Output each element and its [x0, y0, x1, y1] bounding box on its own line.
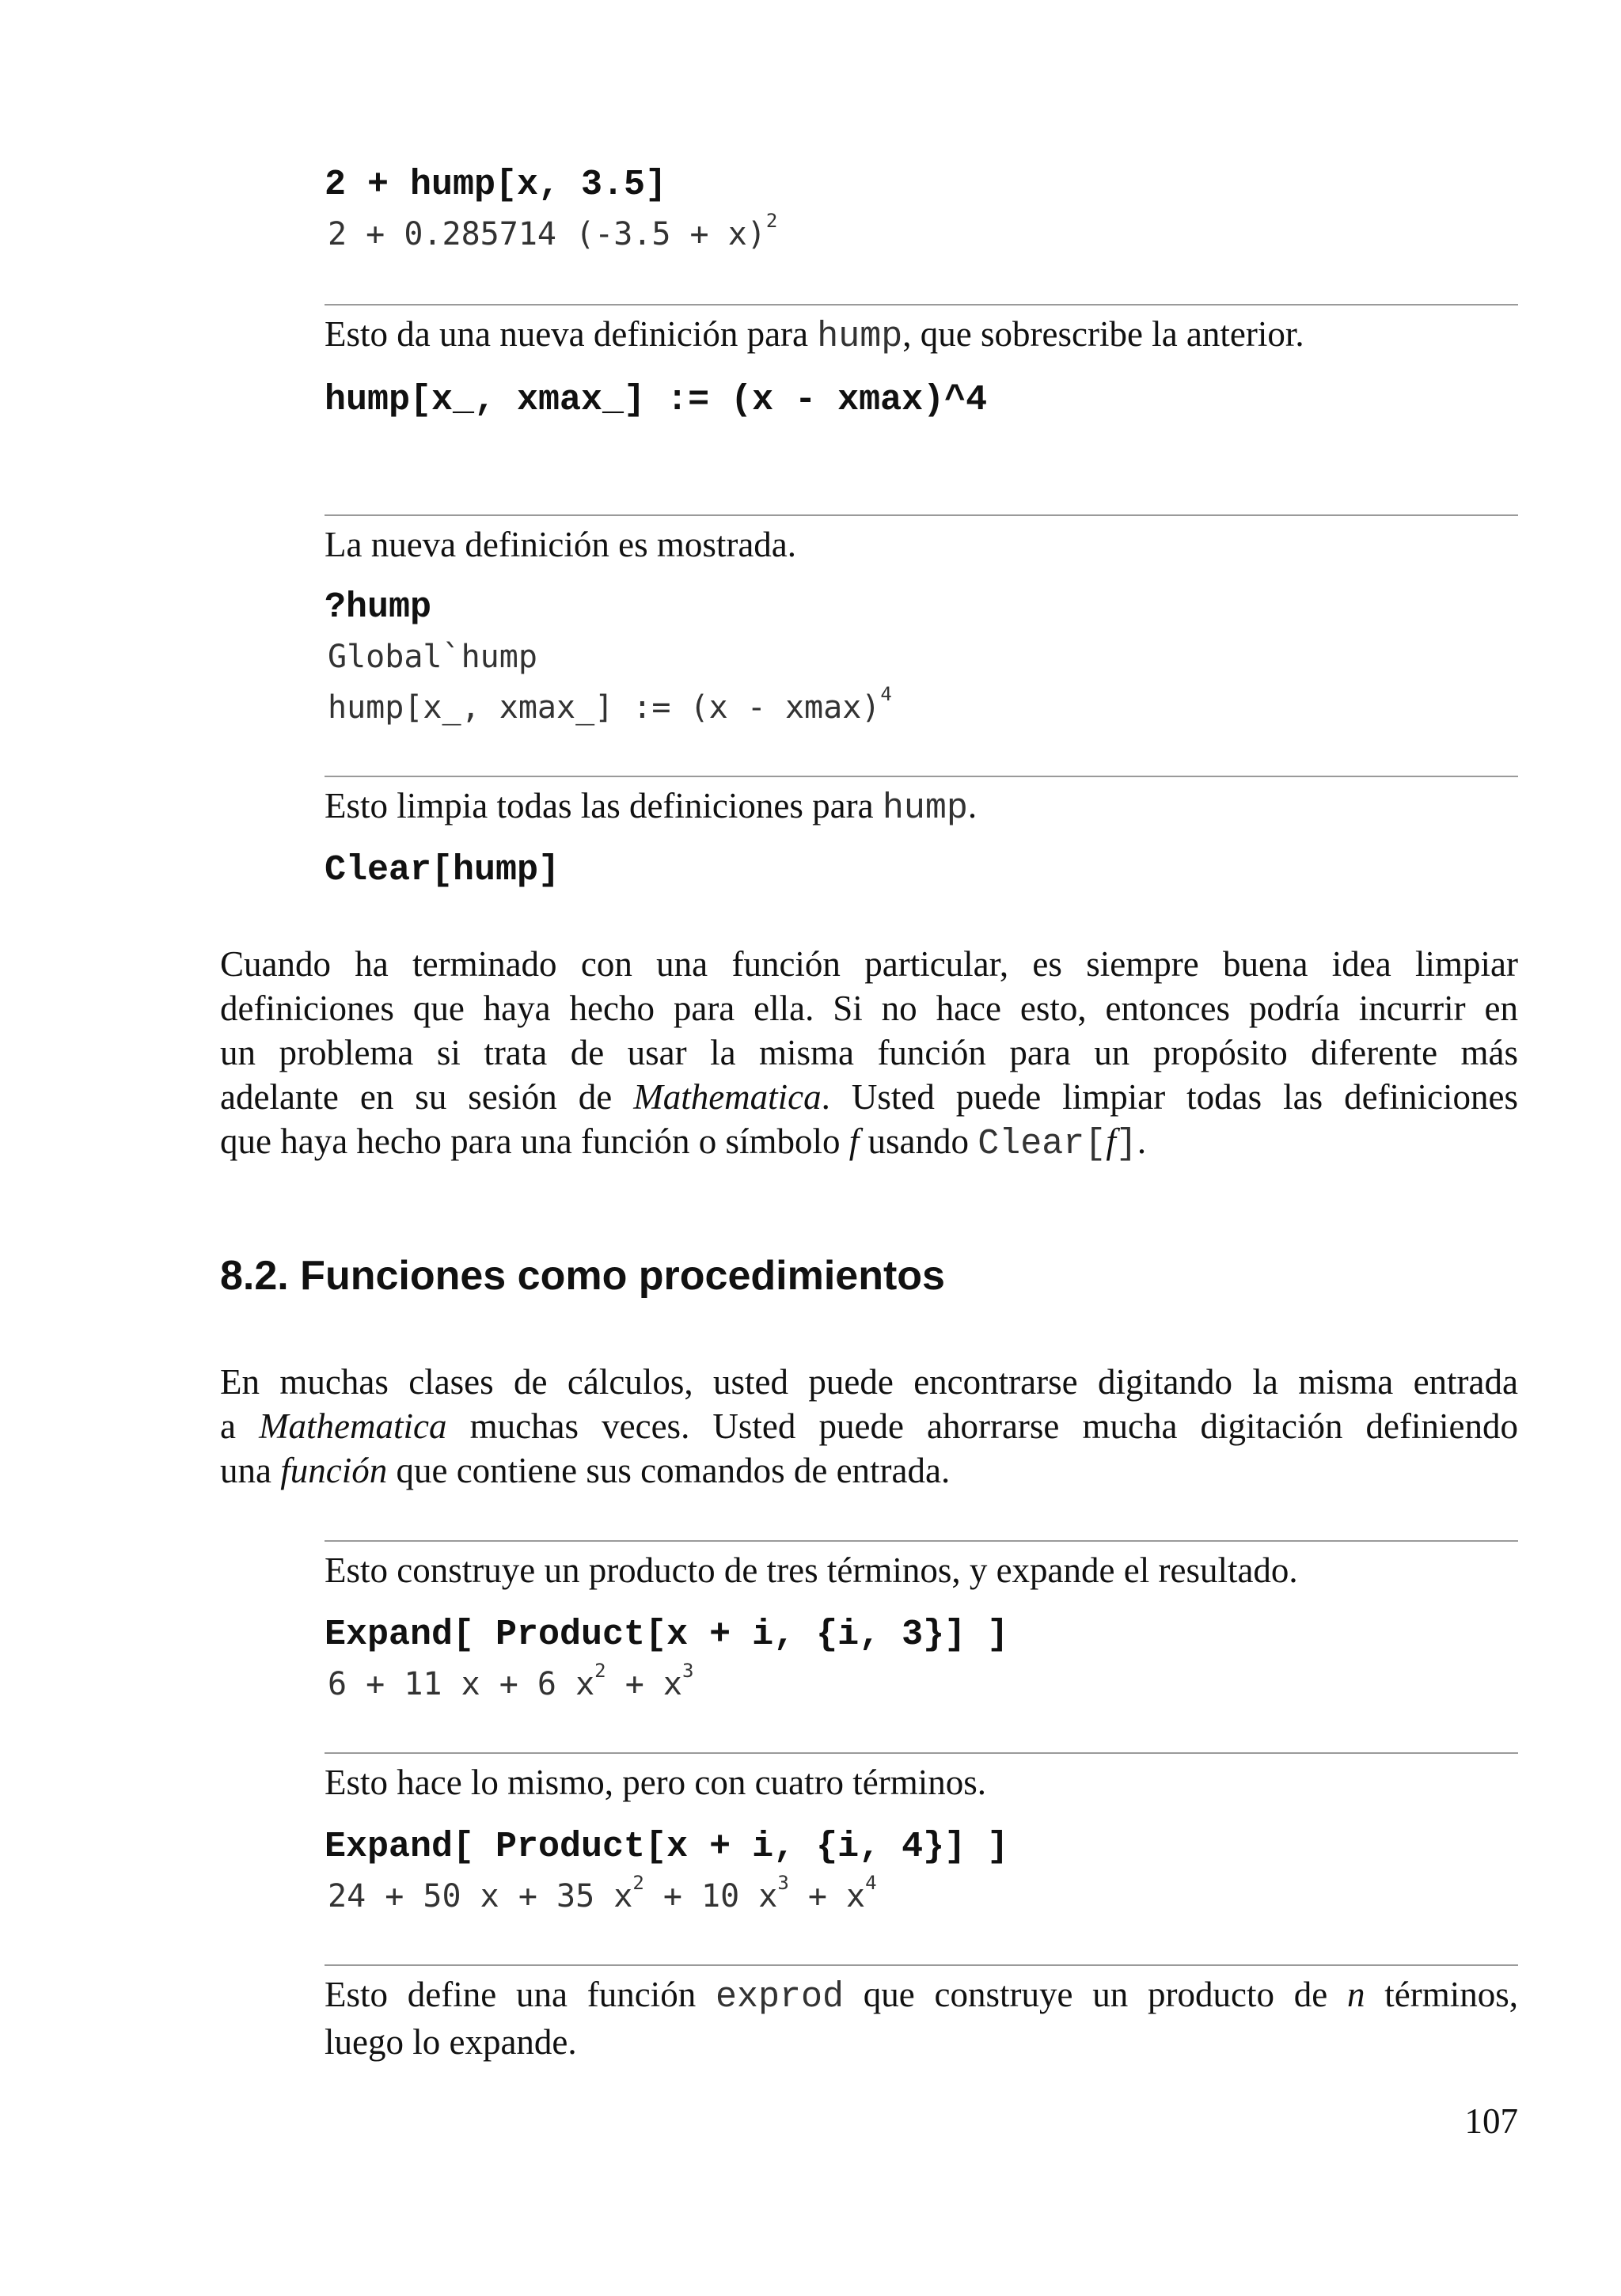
- body-paragraph: [220, 1360, 1518, 1493]
- caption-text: que construye un producto de: [844, 1975, 1347, 2014]
- code-input: ?hump: [325, 587, 432, 628]
- emphasis: Mathematica: [633, 1077, 822, 1117]
- cell-divider: [325, 1752, 1518, 1754]
- caption-line: [325, 1972, 1518, 2020]
- paragraph-line: definiciones que haya hecho para ella. Si no hace esto, entonces podría incurrir en: [220, 989, 1518, 1028]
- code-output: [328, 636, 537, 677]
- page-number: 107: [1464, 2101, 1518, 2141]
- caption-text: Esto da una nueva definición para: [325, 314, 818, 354]
- code-input: Clear[hump]: [325, 850, 560, 890]
- text-run: a: [220, 1406, 260, 1446]
- output-exponent: 3: [777, 1872, 789, 1894]
- inline-code: Clear[: [978, 1124, 1107, 1164]
- text-run: .: [1137, 1121, 1147, 1161]
- paragraph-line: [220, 1075, 1518, 1119]
- inline-code: ]: [1115, 1124, 1137, 1164]
- output-text: hump[x_, xmax_] := (x - xmax): [328, 689, 881, 726]
- cell-divider: [325, 1964, 1518, 1966]
- text-run: que contiene sus comandos de entrada.: [387, 1451, 951, 1490]
- code-output: [328, 210, 778, 255]
- cell-caption: Esto construye un producto de tres términos, y expande el resultado.: [325, 1550, 1298, 1590]
- paragraph-line: En muchas clases de cálculos, usted puede encontrarse digitando la misma entrada: [220, 1362, 1518, 1402]
- code-output: [328, 683, 892, 728]
- emphasis: f: [1106, 1121, 1116, 1161]
- caption-code: exprod: [715, 1977, 844, 2017]
- output-exponent: 3: [681, 1660, 694, 1682]
- text-run: muchas veces. Usted puede ahorrarse mucha digitación definiendo: [446, 1406, 1518, 1446]
- paragraph-line: [220, 1448, 1518, 1493]
- caption-text: , que sobrescribe la anterior.: [902, 314, 1304, 354]
- cell-caption: La nueva definición es mostrada.: [325, 525, 797, 564]
- cell-caption: [325, 1972, 1518, 2064]
- output-exponent: 4: [865, 1872, 877, 1894]
- output-text: + x: [606, 1666, 682, 1702]
- output-text: Global`hump: [328, 639, 537, 675]
- caption-text: Esto limpia todas las definiciones para: [325, 786, 883, 825]
- text-run: una: [220, 1451, 281, 1490]
- cell-divider: [325, 514, 1518, 516]
- code-output: [328, 1660, 694, 1705]
- caption-line: luego lo expande.: [325, 2022, 577, 2062]
- code-input: Expand[ Product[x + i, {i, 3}] ]: [325, 1615, 1009, 1655]
- section-heading: 8.2. Funciones como procedimientos: [220, 1253, 945, 1299]
- cell-divider: [325, 1540, 1518, 1542]
- caption-text: .: [967, 786, 978, 825]
- output-text: 2 + 0.285714 (-3.5 + x): [328, 216, 766, 252]
- paragraph-line: [220, 1119, 1518, 1167]
- caption-code: hump: [882, 788, 968, 829]
- text-run: que haya hecho para una función o símbolo: [220, 1121, 849, 1161]
- paragraph-line: [220, 1404, 1518, 1448]
- cell-caption: [325, 312, 1518, 359]
- output-text: + x: [788, 1878, 866, 1915]
- caption-code: hump: [817, 317, 903, 357]
- paragraph-line: un problema si trata de usar la misma función para un propósito diferente más: [220, 1033, 1518, 1072]
- output-exponent: 2: [632, 1872, 644, 1894]
- cell-caption: Esto hace lo mismo, pero con cuatro términos.: [325, 1763, 987, 1802]
- body-paragraph: [220, 942, 1518, 1167]
- output-exponent: 2: [594, 1660, 606, 1682]
- emphasis: Mathematica: [259, 1406, 447, 1446]
- output-text: + 10 x: [643, 1878, 778, 1915]
- caption-text: Esto define una función: [325, 1975, 716, 2014]
- output-text: 6 + 11 x + 6 x: [328, 1666, 595, 1702]
- emphasis: función: [280, 1451, 388, 1490]
- emphasis: f: [848, 1121, 860, 1161]
- paragraph-line: Cuando ha terminado con una función particular, es siempre buena idea limpiar: [220, 944, 1518, 984]
- code-output: [328, 1872, 877, 1917]
- text-run: usando: [859, 1121, 978, 1161]
- cell-divider: [325, 304, 1518, 306]
- caption-text: términos,: [1365, 1975, 1519, 2014]
- output-exponent: 4: [880, 683, 892, 705]
- cell-divider: [325, 776, 1518, 777]
- output-text: 24 + 50 x + 35 x: [328, 1878, 633, 1915]
- emphasis: n: [1347, 1975, 1365, 2014]
- cell-caption: [325, 784, 1518, 831]
- text-run: adelante en su sesión de: [220, 1077, 634, 1117]
- code-input: hump[x_, xmax_] := (x - xmax)^4: [325, 380, 988, 420]
- code-input: 2 + hump[x, 3.5]: [325, 165, 667, 205]
- output-exponent: 2: [765, 210, 778, 232]
- text-run: . Usted puede limpiar todas las definiciones: [821, 1077, 1518, 1117]
- code-input: Expand[ Product[x + i, {i, 4}] ]: [325, 1827, 1009, 1867]
